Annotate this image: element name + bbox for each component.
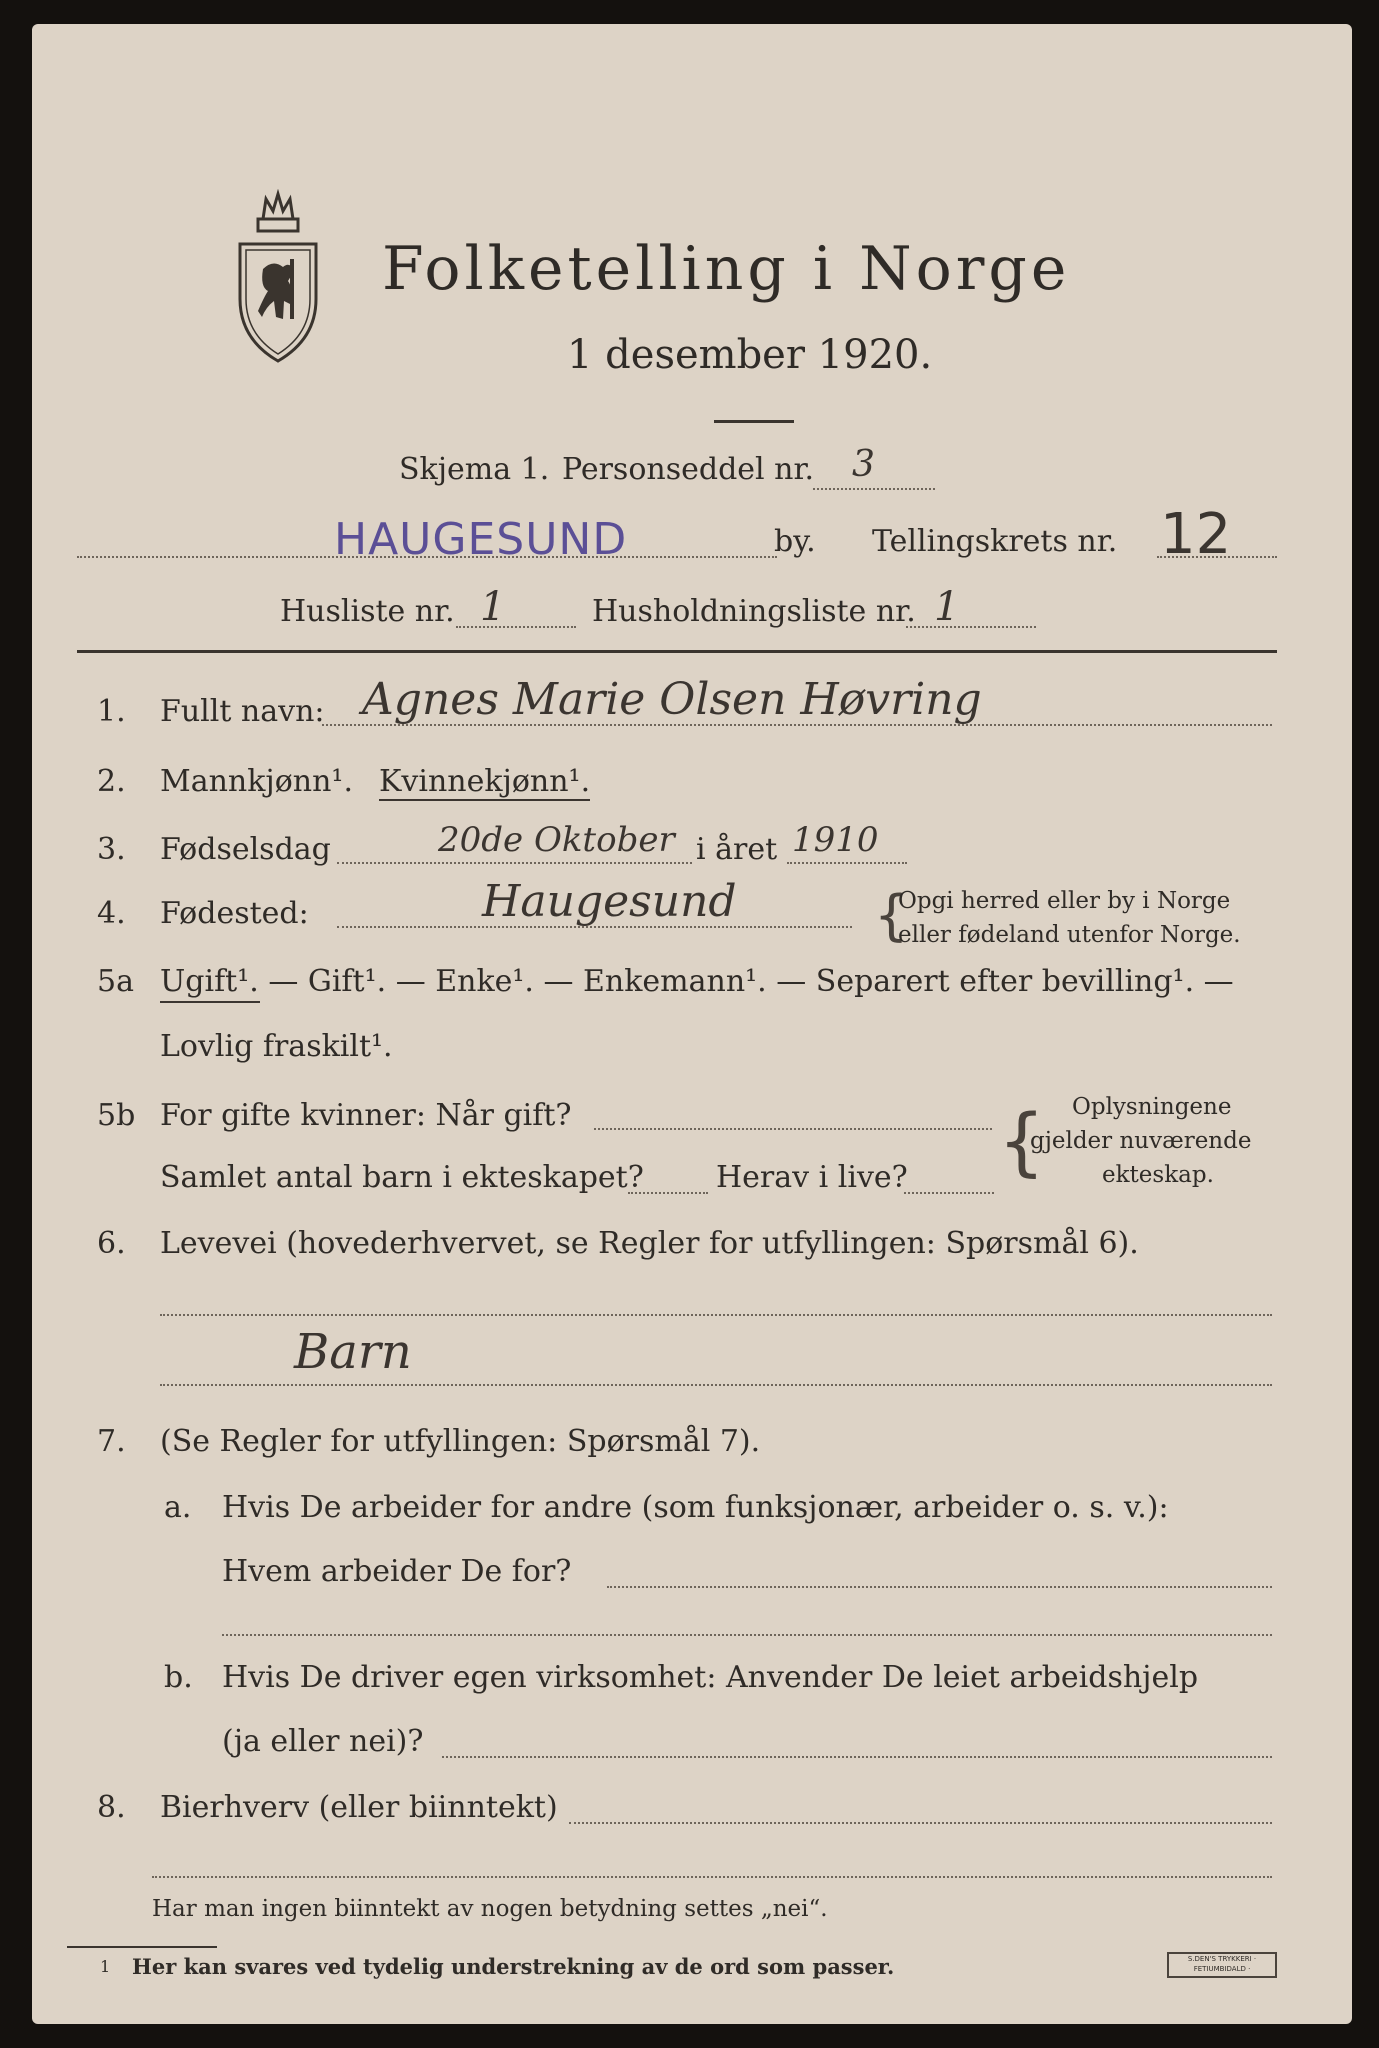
q7-number: 7. [97, 1424, 126, 1459]
footnote-divider [67, 1946, 217, 1948]
birthplace-label: Fødested: [160, 896, 309, 931]
title-divider [714, 420, 794, 423]
coat-of-arms-icon [228, 189, 328, 369]
hired-help-label: (ja eller nei)? [222, 1724, 424, 1759]
census-date: 1 desember 1920. [567, 332, 933, 378]
q3-number: 3. [97, 832, 126, 867]
occupation-label: Levevei (hovederhvervet, se Regler for utfyllingen: Spørsmål 6). [160, 1226, 1139, 1261]
marriage-note-2: gjelder nuværende [1030, 1128, 1252, 1154]
female-option[interactable]: Kvinnekjønn¹. [379, 764, 591, 799]
husliste-label: Husliste nr. [280, 594, 455, 629]
birthplace-note-brace: { [874, 884, 909, 947]
q7b-text: Hvis De driver egen virksomhet: Anvender De leiet arbeidshjelp [222, 1660, 1199, 1695]
q5a-number: 5a [97, 964, 134, 999]
q7a-text: Hvis De arbeider for andre (som funksjonær, arbeider o. s. v.): [222, 1490, 1169, 1525]
birthday-label: Fødselsdag [160, 832, 331, 867]
schema-label: Skjema 1. [399, 452, 550, 487]
city-stamp: HAUGESUND [334, 514, 628, 565]
q1-number: 1. [97, 694, 126, 729]
husholdning-number[interactable]: 1 [934, 584, 960, 630]
tellingskrets-number[interactable]: 12 [1160, 502, 1232, 567]
q7a-letter: a. [164, 1490, 192, 1525]
side-income-note: Har man ingen biinntekt av nogen betydning settes „nei“. [152, 1896, 828, 1922]
q6-number: 6. [97, 1226, 126, 1261]
divorced-option[interactable]: Lovlig fraskilt¹. [160, 1029, 393, 1064]
q7-label: (Se Regler for utfyllingen: Spørsmål 7). [160, 1424, 761, 1459]
q8-number: 8. [97, 1790, 126, 1825]
header-divider [77, 650, 1277, 653]
children-field[interactable] [628, 1192, 708, 1194]
children-label: Samlet antal barn i ekteskapet? [160, 1160, 644, 1195]
footnote-text: Her kan svares ved tydelig understrekning av de ord som passer. [132, 1954, 895, 1979]
year-label: i året [696, 832, 778, 867]
full-name-value[interactable]: Agnes Marie Olsen Høvring [362, 674, 982, 725]
birth-year-value[interactable]: 1910 [792, 820, 879, 860]
married-when-field[interactable] [594, 1128, 992, 1130]
husholdning-label: Husholdningsliste nr. [592, 594, 916, 629]
marriage-note-1: Oplysningene [1072, 1094, 1232, 1120]
q2-number: 2. [97, 764, 126, 799]
footnote-mark: 1 [100, 1957, 111, 1976]
occupation-value[interactable]: Barn [294, 1324, 412, 1380]
q7b-letter: b. [164, 1660, 193, 1695]
male-option[interactable]: Mannkjønn¹. [160, 764, 353, 799]
marriage-note-brace: { [998, 1099, 1046, 1185]
full-name-label: Fullt navn: [160, 694, 325, 729]
birthplace-value[interactable]: Haugesund [482, 876, 737, 927]
form-title: Folketelling i Norge [382, 234, 1071, 304]
q5b-number: 5b [97, 1098, 136, 1133]
personseddel-label: Personseddel nr. [562, 452, 815, 487]
married-when-label: For gifte kvinner: Når gift? [160, 1098, 572, 1133]
personseddel-number[interactable]: 3 [852, 444, 875, 485]
by-label: by. [774, 524, 816, 559]
marital-status-options[interactable]: Ugift¹. — Gift¹. — Enke¹. — Enkemann¹. — Separert efter bevilling¹. — [160, 964, 1234, 999]
birthplace-note-1: Opgi herred eller by i Norge [898, 888, 1231, 914]
alive-field[interactable] [904, 1192, 994, 1194]
husliste-number[interactable]: 1 [480, 584, 506, 630]
side-income-label: Bierhverv (eller biinntekt) [160, 1790, 558, 1825]
alive-label: Herav i live? [716, 1160, 908, 1195]
marriage-note-3: ekteskap. [1102, 1162, 1214, 1188]
birthday-value[interactable]: 20de Oktober [438, 820, 675, 860]
hired-help-field[interactable] [442, 1756, 1272, 1758]
q4-number: 4. [97, 896, 126, 931]
tellingskrets-label: Tellingskrets nr. [872, 524, 1118, 559]
census-form [32, 24, 1352, 2024]
side-income-field[interactable] [569, 1822, 1272, 1824]
employer-label: Hvem arbeider De for? [222, 1554, 572, 1589]
printer-mark: S.DEN'S TRYKKERI · FETIUMBIDALD · [1167, 1952, 1277, 1978]
birthplace-note-2: eller fødeland utenfor Norge. [898, 922, 1241, 948]
employer-field[interactable] [607, 1586, 1272, 1588]
ugift-underline [160, 1001, 260, 1003]
